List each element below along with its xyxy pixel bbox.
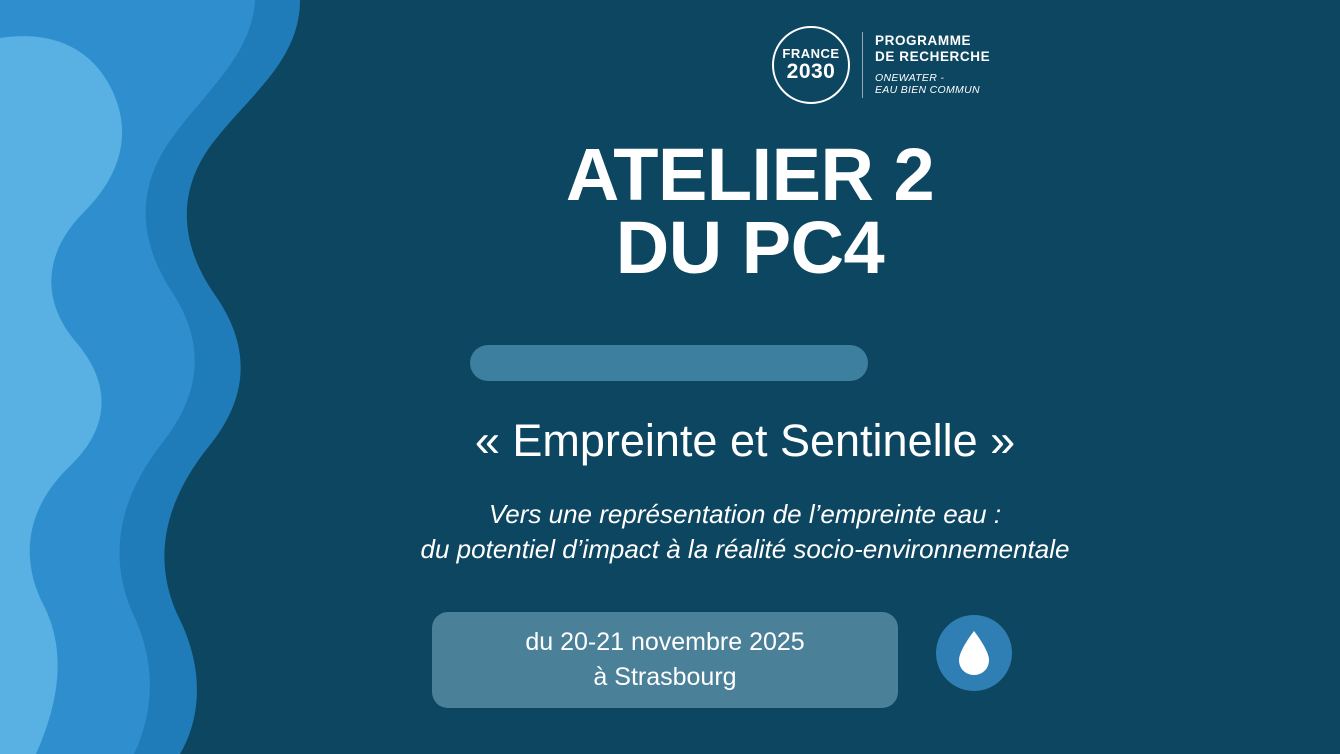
france-2030-logo xyxy=(772,26,990,104)
logo-circle-line1: FRANCE xyxy=(782,46,840,61)
slide-title xyxy=(0,133,1340,290)
event-date: du 20-21 novembre 2025 xyxy=(525,627,805,656)
logo-text-block xyxy=(875,33,990,97)
water-drop-badge xyxy=(936,615,1012,691)
logo-text-line2: DE RECHERCHE xyxy=(875,49,991,65)
slide-title-line1: ATELIER 2 xyxy=(565,133,935,216)
slide-tagline xyxy=(0,497,1340,567)
logo-text-line3: ONEWATER - xyxy=(875,72,945,85)
logo-text-line4: EAU BIEN COMMUN xyxy=(875,84,980,97)
logo-text-line1: PROGRAMME xyxy=(875,33,972,49)
logo-circle-line2: 2030 xyxy=(786,60,836,83)
slide-subtitle: « Empreinte et Sentinelle » xyxy=(474,415,1016,466)
logo-divider xyxy=(862,32,863,98)
slide-title-line2: DU PC4 xyxy=(615,206,885,290)
slide-tagline-line1: Vers une représentation de l’empreinte eau : xyxy=(488,499,1002,529)
water-wave-decoration xyxy=(0,0,420,754)
slide-tagline-line2: du potentiel d’impact à la réalité socio-environnementale xyxy=(420,534,1070,565)
title-underline-brush xyxy=(470,345,868,381)
france-2030-circle-icon xyxy=(772,26,850,104)
water-drop-icon xyxy=(954,628,994,678)
event-location: à Strasbourg xyxy=(593,663,737,691)
event-date-badge xyxy=(432,612,898,708)
